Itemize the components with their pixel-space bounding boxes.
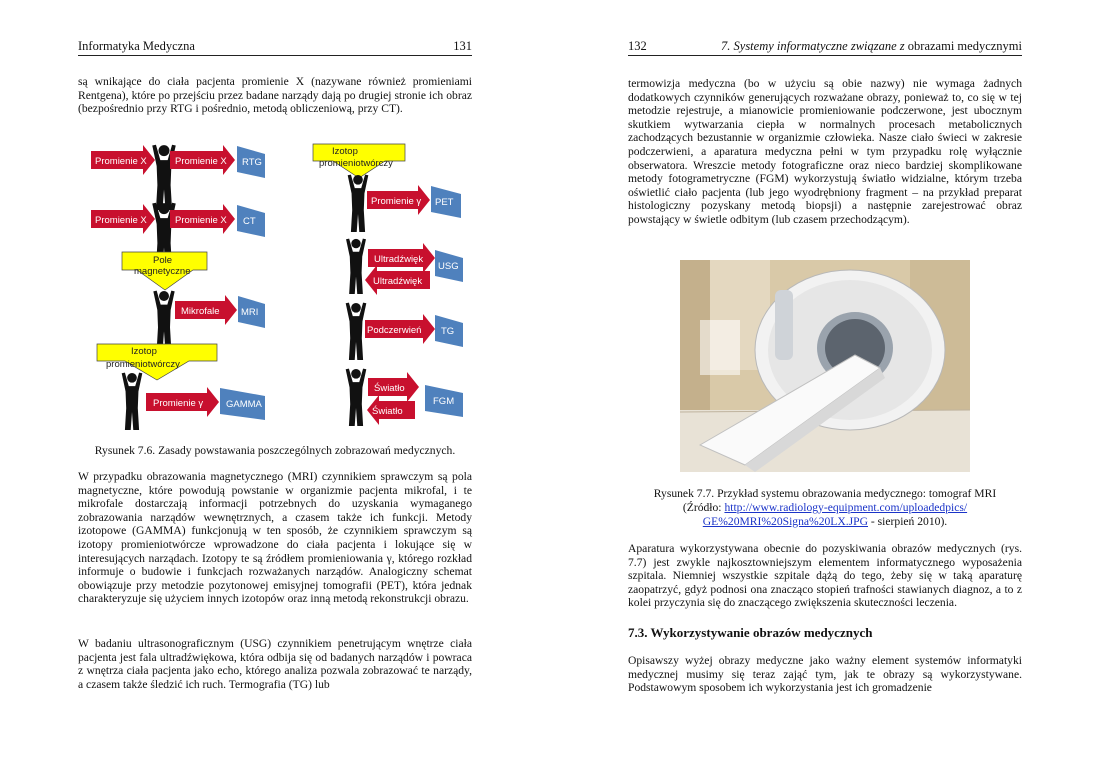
gamma-row [97,344,265,430]
mri-label: MRI [241,307,259,318]
ct-label: CT [243,216,256,227]
usg-label: USG [438,261,459,272]
header-title: Informatyka Medyczna [78,39,195,53]
ultrasound-label-1: Ultradźwięk [374,254,424,265]
caption-line1: Rysunek 7.7. Przykład systemu obrazowania medycznego: tomograf MRI [653,487,997,500]
paragraph-equipment: Aparatura wykorzystywana obecnie do pozyskiwania obrazów medycznych (rys. 7.7) jest zwykle najkosztowniejszym elementem informatycznego wyposażenia szpitala. Niemniej wszystkie szpitale dążą do tego, żeby się w taką aparaturę zaopatrzyć, gdyż podnosi ona znacząco stopień trafności stawianych diagnoz, a to z kolei przyczynia się do znaczącego zwiększenia skuteczności leczenia. [628,542,1022,610]
section-title: 7.3. Wykorzystywanie obrazów medycznych [628,625,873,640]
magnetic-label-line1: Pole [153,255,173,266]
paragraph-usg: W badaniu ultrasonograficznym (USG) czynnikiem penetrującym wnętrze ciała pacjenta jest fala ultradźwiękowa, która odbija się od badanych narządów i powraca z wnętrza ciała pacjenta jako echo, którego analiza pozwala zobrazować te narządy, a czasem także śledzić ich ruch. Termografia (TG) lub [78,637,472,691]
isotope-right-line2: promieniotwórczy [319,158,393,169]
ultrasound-label-2: Ultradźwięk [373,276,423,287]
right-page-header [628,38,1022,56]
pet-row [313,144,461,232]
fgm-row [346,369,463,426]
source-link-part1[interactable]: http://www.radiology-equipment.com/uploadedpics/ [724,501,968,514]
usg-row [346,239,463,295]
page-number: 132 [628,39,647,53]
caption-source-prefix: (Źródło: [682,501,725,514]
paragraph-thermography: termowizja medyczna (bo w użyciu są obie nazwy) nie wymaga żadnych dodatkowych czynników generujących rozważane obrazy, ponieważ to, co się w tej metodzie rejestruje, a mianowicie promieniowanie podczerwone, jest ubocznym skutkiem wytwarzania ciepła w normalnych procesach metabolicznych zachodzących bezustannie w organizmie człowieka. Nasze ciało świeci w zakresie podczerwieni, a aparatura medyczna pełni w tym przypadku rolę wyłącznie obserwatora. Wreszcie metody fotograficzne oraz nieco bardziej skomplikowane metody fotogrametryczne (FGM) wykorzystują światło widzialne, którym trzeba oświetlić ciało pacjenta (lub jego wyodrębniony fragment – na przykład preparat histologiczny pozyskany metodą biopsji) a następnie zarejestrować obraz powstający w świetle odbitym (lub czasem przechodzącym). [628,77,1022,226]
figure-caption [628,487,1022,529]
person-silhouette [346,369,367,426]
caption-source-suffix: - sierpień 2010). [868,515,948,528]
tg-row [346,303,463,360]
person-silhouette [346,303,367,360]
paragraph-usage: Opisawszy wyżej obrazy medyczne jako ważny element systemów informatyki medycznej musimy się teraz zająć tym, jak te obrazy są wykorzystywane. Podstawowym sposobem ich wykorzystania jest ich gromadzenie [628,654,1022,695]
header-title-rest: obrazami medycznymi [907,39,1022,53]
person-silhouette [153,291,174,350]
left-page-header [78,38,472,56]
rtg-row [91,145,265,210]
rtg-label: RTG [242,157,262,168]
paragraph-mri: W przypadku obrazowania magnetycznego (MRI) czynnikiem sprawczym są pola magnetyczne, które powodują powstanie w organizmie pacjenta mikrofal, i te mikrofale dostarczają informacji potrzebnych do uzyskania wymaganego zobrazowania narządów wewnętrznych, a czasem także ich funkcji. Metody izotopowe (GAMMA) funkcjonują w ten sposób, że czynnikiem sprawczym są izotopy promieniotwórcze wprowadzone do ciała pacjenta i lokujące się w interesujących narządach. Izotopy te są źródłem promieniowania γ, którego rozkład informuje o budowie i funkcjach rozważanych narządów. Analogiczny schemat obowiązuje przy metodzie pozytonowej emisyjnej tomografii (PET), która jednak charakteryzuje się użyciem innych izotopów oraz inną metodą rekonstrukcji obrazu. [78,470,472,606]
pet-label: PET [435,197,454,208]
person-silhouette [348,175,369,232]
gamma-label: GAMMA [226,399,262,410]
magnetic-label-line2: magnetyczne [134,266,191,277]
mri-scanner-illustration [680,260,970,472]
fgm-label: FGM [433,396,455,407]
isotope-left-line2: promieniotwórczy [106,359,180,370]
gamma-label-left: Promienie γ [153,398,204,409]
imaging-principles-figure [85,140,470,432]
microwave-label: Mikrofale [181,306,220,317]
xray-label-1b: Promienie X [175,156,227,167]
person-silhouette [346,239,366,294]
tg-label: TG [441,326,455,337]
xray-label-2a: Promienie X [95,215,147,226]
header-title-italic: 7. Systemy informatyczne związane z [721,39,905,53]
light-label-1: Światło [374,383,405,394]
xray-label-1a: Promienie X [95,156,147,167]
figure-caption: Rysunek 7.6. Zasady powstawania poszczególnych zobrazowań medycznych. [94,444,456,457]
xray-label-2b: Promienie X [175,215,227,226]
paragraph-xray: są wnikające do ciała pacjenta promienie X (nazywane również promieniami Rentgena), które po przejściu przez badane narządy dają po drugiej stronie ich obraz (bezpośrednio przy RTG i pośrednio, metodą obliczeniową, przy CT). [78,75,472,116]
right-page [550,0,1100,781]
page-number: 131 [453,39,472,53]
header-title [721,39,1022,54]
infrared-label: Podczerwień [367,325,422,336]
mri-row [122,252,265,350]
person-silhouette [122,373,143,430]
isotope-right-line1: Izotop [332,146,358,157]
isotope-left-line1: Izotop [131,346,157,357]
light-label-2: Światło [372,406,403,417]
gamma-label-right: Promienie γ [371,196,422,207]
source-link-part2[interactable]: GE%20MRI%20Signa%20LX.JPG [702,515,868,528]
mri-scanner-photo [680,260,970,472]
